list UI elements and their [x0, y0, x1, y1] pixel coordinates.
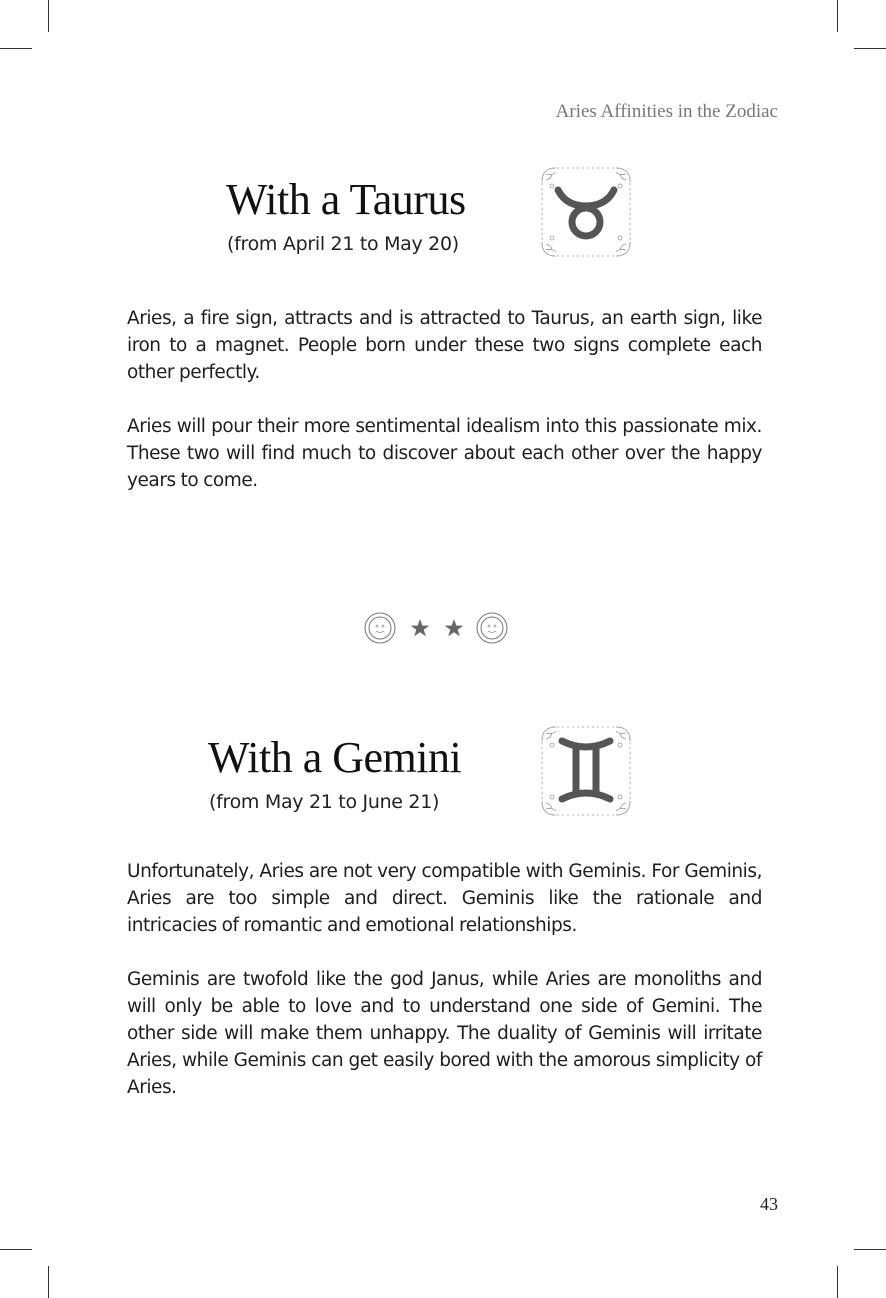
running-head: Aries Affinities in the Zodiac — [555, 101, 778, 122]
section-divider-ornament — [362, 610, 510, 646]
page-number: 43 — [760, 1194, 778, 1214]
taurus-paragraph-2: Aries will pour their more sentimental idealism into this passionate mix. These two will find much to discover about each other over the happy years to come. — [127, 416, 762, 491]
taurus-icon — [538, 164, 634, 260]
crop-mark-top-left-v — [48, 0, 49, 32]
taurus-paragraph-1: Aries, a fire sign, attracts and is attracted to Taurus, an earth sign, like iron to a magnet. People born under these two signs complete each other perfectly. — [127, 308, 762, 383]
gemini-icon — [538, 723, 634, 819]
section-dates-taurus: (from April 21 to May 20) — [227, 233, 459, 255]
crop-mark-top-left-h — [0, 48, 32, 49]
gemini-paragraph-2: Geminis are twofold like the god Janus, while Aries are monoliths and will only be able to love and to understand one side of Gemini. The other side will make them unhappy. The duality of Geminis will irritate Aries, while Geminis can get easily bored with the amorous simplicity of Aries. — [127, 969, 762, 1098]
crop-mark-top-right-h — [854, 48, 886, 49]
crop-mark-bottom-right-h — [854, 1249, 886, 1250]
section-title-gemini: With a Gemini — [208, 733, 462, 782]
crop-mark-bottom-left-h — [0, 1249, 32, 1250]
crop-mark-bottom-left-v — [48, 1266, 49, 1298]
section-title-taurus: With a Taurus — [226, 175, 466, 224]
section-dates-gemini: (from May 21 to June 21) — [209, 791, 440, 813]
crop-mark-bottom-right-v — [837, 1266, 838, 1298]
gemini-paragraph-1: Unfortunately, Aries are not very compatible with Geminis. For Geminis, Aries are too simple and direct. Geminis like the rationale and intricacies of romantic and emotional relationships. — [127, 861, 762, 936]
crop-mark-top-right-v — [837, 0, 838, 32]
